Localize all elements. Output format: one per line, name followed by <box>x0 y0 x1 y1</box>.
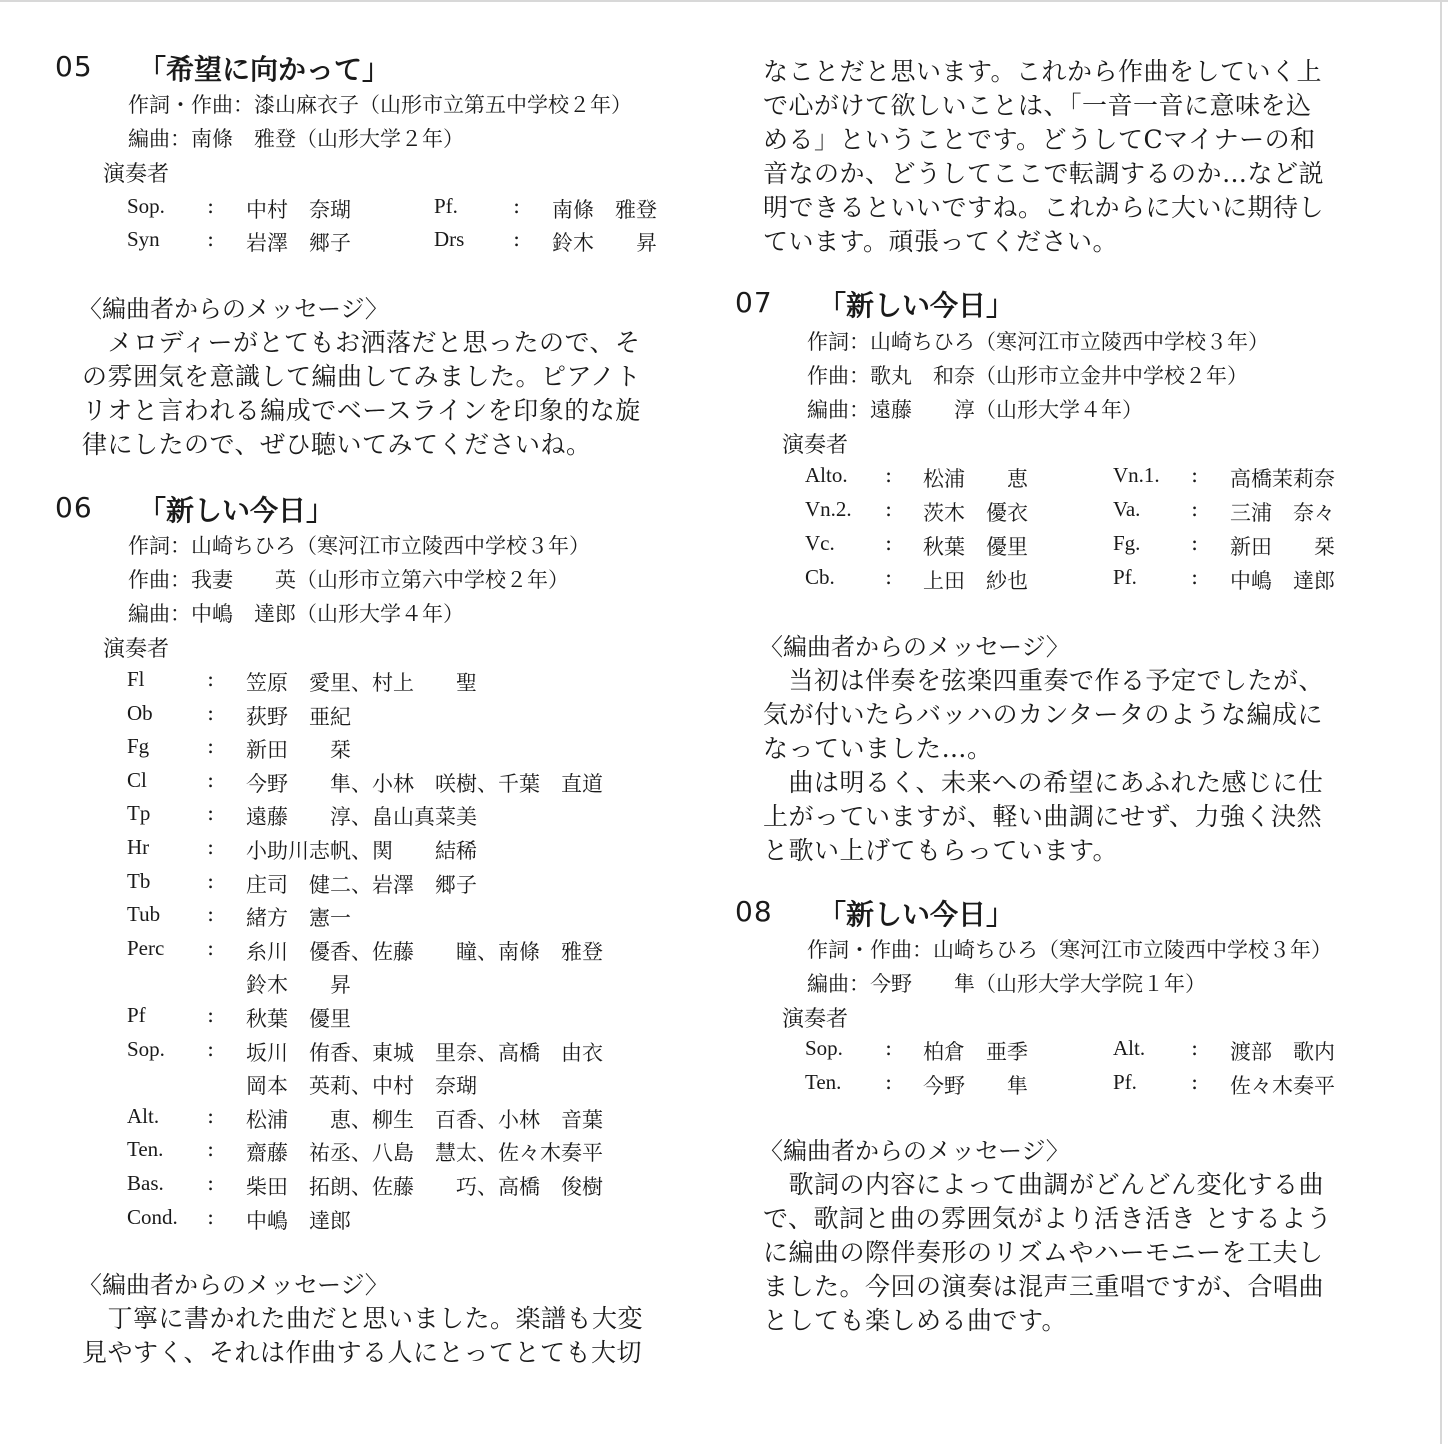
colon: : <box>207 835 215 859</box>
message-line: ています。頑張ってください。 <box>763 227 1119 256</box>
colon: : <box>885 497 893 521</box>
colon: : <box>207 868 215 893</box>
colon: : <box>207 700 215 725</box>
performer-name: 鈴木 昇 <box>552 231 657 255</box>
colon: : <box>207 227 215 251</box>
colon: : <box>1191 1036 1199 1060</box>
message-line: で、歌詞と曲の雰囲気がより活き活き とするよう <box>763 1204 1332 1233</box>
performer-name: 庄司 健二、岩澤 郷子 <box>246 872 477 897</box>
performer-name: 齋藤 祐丞、八島 慧太、佐々木奏平 <box>246 1141 603 1166</box>
instrument-label: Sop. <box>127 1036 165 1061</box>
performer-name: 中嶋 達郎 <box>1230 569 1335 593</box>
message-line: 丁寧に書かれた曲だと思いました。楽譜も大変 <box>82 1304 644 1333</box>
performer-name: 岩澤 郷子 <box>246 231 351 255</box>
performer-name: 中村 奈瑚 <box>246 198 351 222</box>
credit-line: 編曲：中嶋 達郎（山形大学４年） <box>128 602 464 626</box>
performer-name: 秋葉 優里 <box>923 535 1028 559</box>
message-line: める」ということです。どうしてCマイナーの和 <box>763 125 1316 154</box>
colon: : <box>1191 531 1199 555</box>
performer-name: 柏倉 亜季 <box>923 1040 1028 1064</box>
performer-name: 坂川 侑香、東城 里奈、高橋 由衣 <box>246 1040 603 1065</box>
instrument-label: Bas. <box>127 1171 164 1195</box>
message-line: リオと言われる編成でベースラインを印象的な旋 <box>82 396 641 425</box>
section-number: 05 <box>55 50 93 83</box>
colon: : <box>207 1137 215 1162</box>
instrument-label: Syn <box>127 227 160 251</box>
instrument-label: Ten. <box>805 1070 842 1094</box>
instrument-label: Hr <box>127 835 150 859</box>
message-line: 上がっていますが、軽い曲調にせず、力強く決然 <box>763 802 1323 831</box>
performer-name: 荻野 亜紀 <box>246 704 351 729</box>
instrument-label: Tp <box>127 801 151 826</box>
section-title: 「希望に向かって」 <box>138 53 391 86</box>
colon: : <box>513 227 521 251</box>
colon: : <box>513 194 521 218</box>
message-heading: 〈編曲者からのメッセージ〉 <box>78 1271 389 1299</box>
performer-name: 佐々木奏平 <box>1230 1074 1335 1098</box>
message-heading: 〈編曲者からのメッセージ〉 <box>759 1137 1070 1165</box>
section-number: 07 <box>735 286 773 319</box>
instrument-label: Tb <box>127 868 151 893</box>
instrument-label: Drs <box>434 227 465 251</box>
message-line: 明できるといいですね。これからに大いに期待し <box>763 193 1325 222</box>
section-title: 「新しい今日」 <box>818 289 1015 322</box>
instrument-label: Sop. <box>127 194 165 218</box>
performer-name: 秋葉 優里 <box>246 1007 351 1031</box>
instrument-label: Alt. <box>1113 1036 1146 1060</box>
colon: : <box>207 935 215 960</box>
message-line: 音なのか、どうしてここで転調するのか…など説 <box>763 159 1325 188</box>
colon: : <box>1191 497 1199 521</box>
colon: : <box>207 1036 215 1061</box>
message-line: ました。今回の演奏は混声三重唱ですが、合唱曲 <box>763 1272 1325 1301</box>
instrument-label: Va. <box>1113 497 1141 521</box>
instrument-label: Alto. <box>805 463 848 487</box>
colon: : <box>207 767 215 792</box>
instrument-label: Fg <box>127 734 150 759</box>
instrument-label: Pf <box>127 1003 146 1027</box>
message-line: 歌詞の内容によって曲調がどんどん変化する曲 <box>763 1170 1325 1199</box>
message-line: で心がけて欲しいことは、「一音一音に意味を込 <box>763 91 1312 120</box>
performer-name: 松浦 恵、柳生 百香、小林 音葉 <box>246 1107 603 1132</box>
performer-name: 南條 雅登 <box>552 198 657 222</box>
credit-line: 編曲：遠藤 淳（山形大学４年） <box>807 398 1143 422</box>
colon: : <box>207 667 215 691</box>
instrument-label: Tub <box>127 902 161 927</box>
colon: : <box>1191 463 1199 487</box>
instrument-label: Pf. <box>1113 565 1137 589</box>
colon: : <box>1191 1070 1199 1094</box>
colon: : <box>207 1171 215 1195</box>
instrument-label: Vn.2. <box>805 497 852 521</box>
credit-line: 作詞：山崎ちひろ（寒河江市立陵西中学校３年） <box>128 534 590 558</box>
performer-name: 新田 栞 <box>246 738 351 763</box>
colon: : <box>885 1070 893 1094</box>
instrument-label: Cb. <box>805 565 835 589</box>
credit-line: 作曲：歌丸 和奈（山形市立金井中学校２年） <box>807 364 1248 388</box>
performer-name: 笠原 愛里、村上 聖 <box>246 671 477 695</box>
section-title: 「新しい今日」 <box>818 898 1015 931</box>
message-line: メロディーがとてもお洒落だと思ったので、そ <box>82 328 641 357</box>
colon: : <box>207 902 215 927</box>
message-line: の雰囲気を意識して編曲してみました。ピアノト <box>82 362 642 391</box>
instrument-label: Sop. <box>805 1036 843 1060</box>
performer-name: 渡部 歌内 <box>1230 1040 1335 1064</box>
credit-line: 作曲：我妻 英（山形市立第六中学校２年） <box>128 568 569 592</box>
instrument-label: Pf. <box>434 194 458 218</box>
performer-name: 中嶋 達郎 <box>246 1208 351 1233</box>
instrument-label: Cl <box>127 767 147 792</box>
credit-line: 編曲：今野 隼（山形大学大学院１年） <box>807 972 1206 996</box>
colon: : <box>207 194 215 218</box>
performer-name: 今野 隼、小林 咲樹、千葉 直道 <box>246 771 603 796</box>
performers-label: 演奏者 <box>103 637 170 662</box>
performer-name: 柴田 拓朗、佐藤 巧、高橋 俊樹 <box>246 1175 603 1199</box>
message-line: 気が付いたらバッハのカンタータのような編成に <box>763 700 1324 729</box>
message-line: 見やすく、それは作曲する人にとってとても大切 <box>82 1338 643 1367</box>
instrument-label: Ob <box>127 700 153 725</box>
message-line: なっていました…。 <box>763 734 993 763</box>
performer-name: 三浦 奈々 <box>1230 501 1335 525</box>
performer-name: 糸川 優香、佐藤 瞳、南條 雅登 <box>246 939 603 964</box>
right-scan-edge <box>1440 0 1442 1444</box>
performers-label: 演奏者 <box>103 162 170 187</box>
performer-name: 小助川志帆、関 結稀 <box>246 839 477 863</box>
performer-name: 高橋茉莉奈 <box>1230 467 1335 491</box>
instrument-label: Pf. <box>1113 1070 1137 1094</box>
performer-name: 遠藤 淳、畠山真菜美 <box>246 805 477 830</box>
colon: : <box>207 1103 215 1128</box>
credit-line: 作詞・作曲：山崎ちひろ（寒河江市立陵西中学校３年） <box>807 938 1332 962</box>
section-number: 06 <box>55 491 93 524</box>
section-title: 「新しい今日」 <box>138 494 335 527</box>
message-line: 律にしたので、ぜひ聴いてみてくださいね。 <box>82 430 592 459</box>
performer-name: 岡本 英莉、中村 奈瑚 <box>246 1074 477 1099</box>
message-line: なことだと思います。これから作曲をしていく上 <box>763 57 1323 86</box>
message-line: としても楽しめる曲です。 <box>763 1306 1068 1335</box>
instrument-label: Perc <box>127 935 165 960</box>
message-line: 曲は明るく、未来への希望にあふれた感じに仕 <box>763 768 1324 797</box>
message-line: と歌い上げてもらっています。 <box>763 836 1119 865</box>
instrument-label: Alt. <box>127 1103 160 1128</box>
colon: : <box>885 463 893 487</box>
instrument-label: Vc. <box>805 531 835 555</box>
performer-name: 新田 栞 <box>1230 535 1335 559</box>
colon: : <box>207 1003 215 1027</box>
performer-name: 松浦 恵 <box>923 467 1028 491</box>
performer-name: 今野 隼 <box>923 1074 1028 1098</box>
colon: : <box>207 734 215 759</box>
message-line: 当初は伴奏を弦楽四重奏で作る予定でしたが、 <box>763 666 1325 695</box>
instrument-label: Fl <box>127 667 145 691</box>
section-number: 08 <box>735 895 773 928</box>
instrument-label: Fg. <box>1113 531 1141 555</box>
credit-line: 作詞：山崎ちひろ（寒河江市立陵西中学校３年） <box>807 330 1269 354</box>
performer-name: 茨木 優衣 <box>923 501 1028 525</box>
performers-label: 演奏者 <box>782 433 849 458</box>
credit-line: 編曲：南條 雅登（山形大学２年） <box>128 127 464 151</box>
credit-line: 作詞・作曲：漆山麻衣子（山形市立第五中学校２年） <box>128 93 632 117</box>
instrument-label: Ten. <box>127 1137 164 1162</box>
top-scan-edge <box>0 0 1448 2</box>
message-heading: 〈編曲者からのメッセージ〉 <box>759 633 1070 661</box>
message-heading: 〈編曲者からのメッセージ〉 <box>78 295 389 323</box>
colon: : <box>885 531 893 555</box>
performers-label: 演奏者 <box>782 1007 849 1032</box>
instrument-label: Cond. <box>127 1204 178 1229</box>
colon: : <box>885 1036 893 1060</box>
performer-name: 緒方 憲一 <box>246 906 351 931</box>
colon: : <box>207 1204 215 1229</box>
colon: : <box>207 801 215 826</box>
performer-name: 上田 紗也 <box>923 569 1028 593</box>
message-line: に編曲の際伴奏形のリズムやハーモニーを工夫し <box>763 1238 1324 1267</box>
colon: : <box>885 565 893 589</box>
performer-name: 鈴木 昇 <box>246 973 351 998</box>
instrument-label: Vn.1. <box>1113 463 1160 487</box>
colon: : <box>1191 565 1199 589</box>
